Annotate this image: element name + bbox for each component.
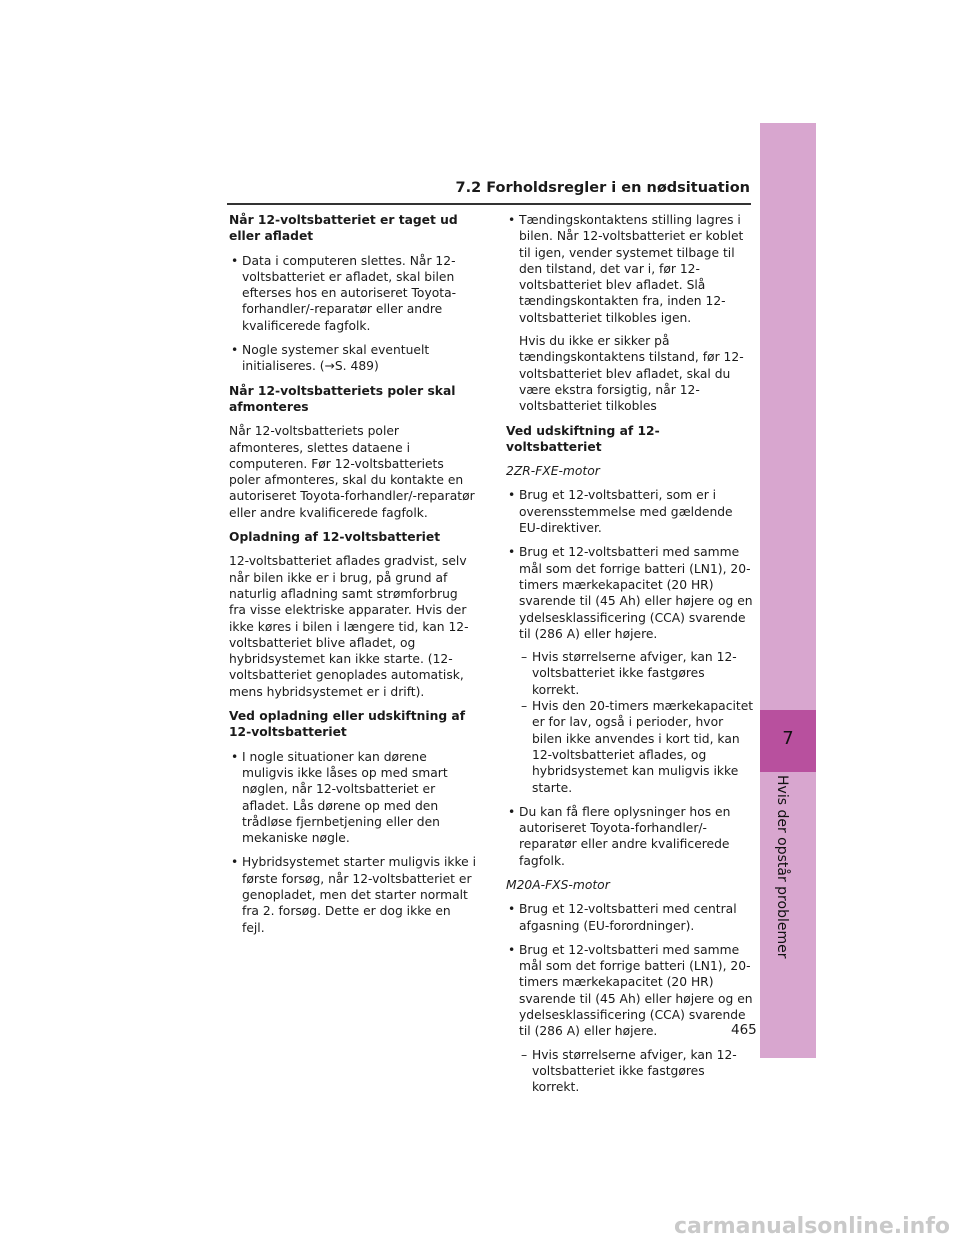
right-column [506,212,754,1104]
list-item: • I nogle situationer kan dørene muligvis ikke låses op med smart nøglen, når 12-voltsbatteriet er afladet. Lås dørene op med den trådløse fjernbetjening eller den mekaniske nøgle. [229,749,477,847]
page-number: 465 [731,1022,757,1038]
list-item: • Nogle systemer skal eventuelt initialiseres. (→S. 489) [229,342,477,375]
engine-label-m20a: M20A-FXS-motor [506,877,610,892]
list-item: • Du kan få flere oplysninger hos en autoriseret Toyota-forhandler/-reparatør eller andre kvalificerede fagfolk. [506,804,754,869]
watermark: carmanualsonline.info [674,1214,950,1239]
section-header-title: 7.2 Forholdsregler i en nødsituation [455,180,750,196]
engine-label-2zr: 2ZR-FXE-motor [506,464,600,479]
list-item: • Brug et 12-voltsbatteri med samme mål som det forrige batteri (LN1), 20-timers mærkekapacitet (20 HR) svarende til (45 Ah) eller højere og en ydelsesklassificering (CCA) svarende til (286 A) eller højere. – Hvis størrelserne afviger, kan 12-voltsbatteriet ikke fastgøres korrekt. [506,942,754,1096]
list-item: • Brug et 12-voltsbatteri med samme mål som det forrige batteri (LN1), 20-timers mærkekapacitet (20 HR) svarende til (45 Ah) eller højere og en ydelsesklassificering (CCA) svarende til (286 A) eller højere. – Hvis størrelserne afviger, kan 12-voltsbatteriet ikke fastgøres korrekt. – Hvis den 20-timers mærkekapacitet er for lav, også i perioder, hvor bilen ikke anvendes i kort tid, kan 12-voltsbatteriet aflades, og hybridsystemet kan muligvis ikke starte. [506,544,754,795]
list-item: • Data i computeren slettes. Når 12-voltsbatteriet er afladet, skal bilen efterses hos en autoriseret Toyota-forhandler/-reparatør eller andre kvalificerede fagfolk. [229,253,477,334]
left-column [229,212,477,944]
list-item: • Tændingskontaktens stilling lagres i bilen. Når 12-voltsbatteriet er koblet til igen, vender systemet tilbage til den tilstand, det var i, før 12-voltsbatteriet blev afladet. Slå tændingskontakten fra, inden 12-voltsbatteriet tilkobles igen. Hvis du ikke er sikker på tændingskontaktens tilstand, før 12-voltsbatteriet blev afladet, skal du være ekstra forsigtig, når 12-voltsbatteriet tilkobles [506,212,754,415]
header-rule [227,203,751,205]
list-item: • Brug et 12-voltsbatteri, som er i overensstemmelse med gældende EU-direktiver. [506,487,754,536]
paragraph-terminals: Når 12-voltsbatteriets poler afmonteres, slettes dataene i computeren. Før 12-voltsbatteriets poler afmonteres, skal du kontakte en autoriseret Toyota-forhandler/-reparatør eller andre kvalificerede fagfolk. [229,424,475,520]
heading-charging: Opladning af 12-voltsbatteriet [229,530,441,545]
list-item: • Brug et 12-voltsbatteri med central afgasning (EU-forordninger). [506,901,754,934]
paragraph-charging: 12-voltsbatteriet aflades gradvist, selv når bilen ikke er i brug, på grund af naturlig afladning samt strømforbrug fra visse elektriske apparater. Hvis der ikke køres i bilen i længere tid, kan 12-voltsbatteriet blive afladet, og hybridsystemet kan ikke starte. (12-voltsbatteriet genoplades automatisk, mens hybridsystemet er i drift). [229,554,469,699]
heading-charging-replacing: Ved opladning eller udskiftning af 12-voltsbatteriet [229,709,466,740]
sub-list-item: – Hvis størrelserne afviger, kan 12-voltsbatteriet ikke fastgøres korrekt. [519,1047,754,1096]
chapter-title: Hvis der opstår problemer [774,775,790,959]
sub-list-item: – Hvis størrelserne afviger, kan 12-voltsbatteriet ikke fastgøres korrekt. [519,649,754,698]
heading-replacing: Ved udskiftning af 12-voltsbatteriet [506,423,660,454]
heading-terminals-removed: Når 12-voltsbatteriets poler skal afmonteres [229,383,456,414]
list-item: • Hybridsystemet starter muligvis ikke i første forsøg, når 12-voltsbatteriet er genopladet, men det starter normalt fra 2. forsøg. Dette er dog ikke en fejl. [229,854,477,935]
sub-list-item: – Hvis den 20-timers mærkekapacitet er for lav, også i perioder, hvor bilen ikke anvendes i kort tid, kan 12-voltsbatteriet aflades, og hybridsystemet kan muligvis ikke starte. [519,698,754,796]
chapter-number: 7 [782,728,794,749]
heading-battery-removed: Når 12-voltsbatteriet er taget ud eller afladet [229,213,458,244]
